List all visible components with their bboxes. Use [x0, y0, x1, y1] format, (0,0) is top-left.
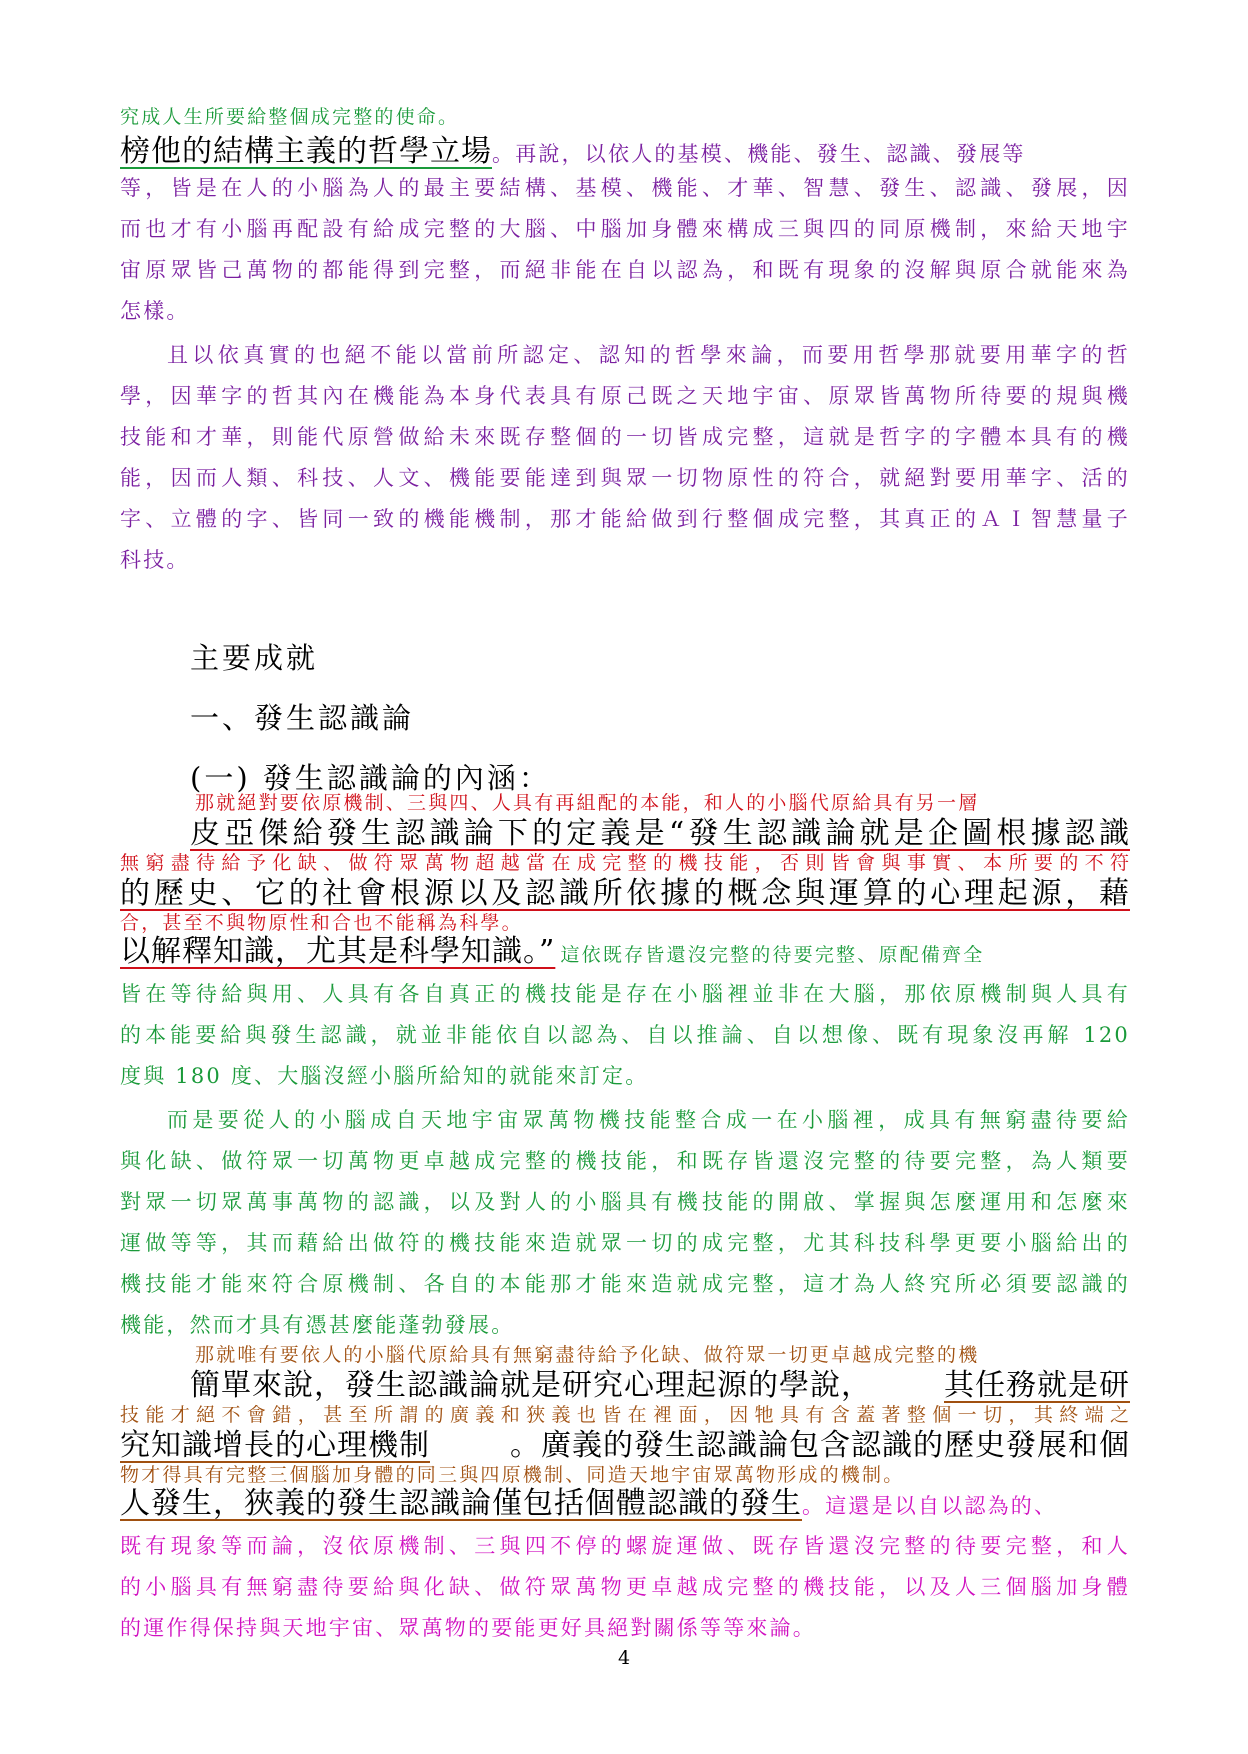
paragraph-3-line-6: 度與 180 度、大腦沒經小腦所給知的就能來訂定。	[120, 1064, 649, 1088]
paragraph-1-line-5: 怎樣。	[120, 299, 190, 323]
paragraph-2-line-2: 學，因華字的哲其內在機能為本身代表具有原己既之天地宇宙、原眾皆萬物所待要的規與機	[120, 384, 1130, 408]
heading-main-achievements: 主要成就	[190, 641, 319, 675]
paragraph-4-line-1: 而是要從人的小腦成自天地宇宙眾萬物機技能整合成一在小腦裡，成具有無窮盡待要給	[167, 1108, 1130, 1132]
top-note: 究成人生所要給整個成完整的使命。	[120, 106, 460, 128]
paragraph-2-line-6: 科技。	[120, 548, 190, 572]
paragraph-2-line-1: 且以依真實的也絕不能以當前所認定、認知的哲學來論，而要用哲學那就要用華字的哲	[167, 343, 1130, 367]
paragraph-5-line-6: 的運作得保持與天地宇宙、眾萬物的要能更好具絕對關係等等來論。	[120, 1616, 816, 1640]
paragraph-1-line-1	[120, 126, 1130, 170]
paragraph-5-line-5: 的小腦具有無窮盡待要給與化缺、做符眾萬物更卓越成完整的機技能，以及人三個腦加身體	[120, 1575, 1130, 1599]
paragraph-5-line-1	[190, 1360, 1130, 1404]
paragraph-1-line-4: 宙原眾皆己萬物的都能得到完整，而絕非能在自以認為，和既有現象的沒解與原合就能來為	[120, 258, 1130, 282]
paragraph-3-line-4: 皆在等待給與用、人具有各自真正的機技能是存在小腦裡並非在大腦，那依原機制與人具有	[120, 982, 1130, 1006]
page-number: 4	[617, 1647, 631, 1669]
underlined-text: 究知識增長的心理機制	[120, 1428, 430, 1463]
heading-subsection-1: (一) 發生認識論的內涵：	[190, 761, 551, 795]
annotation-brown-2: 技能才絕不會錯，甚至所謂的廣義和狹義也皆在裡面，因牠具有含蓋著整個一切，其終端之	[120, 1404, 1130, 1426]
paragraph-4-line-2: 與化缺、做符眾一切萬物更卓越成完整的機技能，和既存皆還沒完整的待要完整，為人類要	[120, 1149, 1130, 1173]
body-text: 。這還是以自以認為的、	[802, 1494, 1058, 1518]
annotation-red-1: 那就絕對要依原機制、三與四、人具有再組配的本能，和人的小腦代原給具有另一層	[195, 792, 980, 814]
paragraph-2-line-3: 技能和才華，則能代原營做給未來既存整個的一切皆成完整，這就是哲字的字體本具有的機	[120, 425, 1130, 449]
annotation-brown-1: 那就唯有要依人的小腦代原給具有無窮盡待給予化缺、做符眾一切更卓越成完整的機	[195, 1344, 980, 1366]
body-text: 。再說，以依人的基模、機能、發生、認識、發展等	[492, 142, 1026, 166]
quote-line-2: 的歷史、它的社會根源以及認識所依據的概念與運算的心理起源，藉	[120, 876, 1130, 911]
paragraph-5-line-4: 既有現象等而論，沒依原機制、三與四不停的螺旋運做、既存皆還沒完整的待要完整，和人	[120, 1534, 1130, 1558]
heading-section-1: 一、發生認識論	[190, 701, 415, 735]
annotation-brown-3: 物才得具有完整三個腦加身體的同三與四原機制、同造天地宇宙眾萬物形成的機制。	[120, 1464, 905, 1486]
paragraph-2-line-5: 字、立體的字、皆同一致的機能機制，那才能給做到行整個成完整，其真正的ＡＩ智慧量子	[120, 507, 1130, 531]
paragraph-4-line-5: 機技能才能來符合原機制、各自的本能那才能來造就成完整，這才為人終究所必須要認識的	[120, 1272, 1130, 1296]
paragraph-4-line-3: 對眾一切眾萬事萬物的認識，以及對人的小腦具有機技能的開啟、掌握與怎麼運用和怎麼來	[120, 1190, 1130, 1214]
emphasis-text: 榜他的結構主義的哲學立場	[120, 134, 492, 169]
paragraph-3-line-5: 的本能要給與發生認識，就並非能依自以認為、自以推論、自以想像、既有現象沒再解 120	[120, 1023, 1130, 1047]
paragraph-5-line-2	[120, 1420, 1130, 1464]
underlined-text: 人發生，狹義的發生認識論僅包括個體認識的發生	[120, 1486, 802, 1521]
paragraph-5-line-3	[120, 1478, 1130, 1522]
big-text: 。廣義的發生認識論包含認識的歷史發展和個	[510, 1428, 1130, 1463]
big-text: 簡單來說，發生認識論就是研究心理起源的學說，	[190, 1368, 872, 1403]
paragraph-1-line-3: 而也才有小腦再配設有給成完整的大腦、中腦加身體來構成三與四的同原機制，來給天地宇	[120, 217, 1130, 241]
paragraph-4-line-6: 機能，然而才具有憑甚麼能蓬勃發展。	[120, 1313, 515, 1337]
annotation-red-2: 無窮盡待給予化缺、做符眾萬物超越當在成完整的機技能，否則皆會與事實、本所要的不符	[120, 852, 1130, 874]
paragraph-3-line-3	[120, 926, 1130, 970]
body-text: 這依既存皆還沒完整的待要完整、原配備齊全	[560, 944, 985, 966]
quote-end: 以解釋知識，尤其是科學知識。”	[120, 934, 556, 969]
underlined-text: 其任務就是研	[944, 1368, 1130, 1403]
paragraph-2-line-4: 能，因而人類、科技、人文、機能要能達到與眾一切物原性的符合，就絕對要用華字、活的	[120, 466, 1130, 490]
annotation-red-3: 合，甚至不與物原性和合也不能稱為科學。	[120, 912, 523, 934]
quote-line-1: 皮亞傑給發生認識論下的定義是“發生認識論就是企圖根據認識	[190, 816, 1130, 851]
paragraph-4-line-4: 運做等等，其而藉給出做符的機技能來造就眾一切的成完整，尤其科技科學更要小腦給出的	[120, 1231, 1130, 1255]
paragraph-1-line-2: 等，皆是在人的小腦為人的最主要結構、基模、機能、才華、智慧、發生、認識、發展，因	[120, 176, 1130, 200]
